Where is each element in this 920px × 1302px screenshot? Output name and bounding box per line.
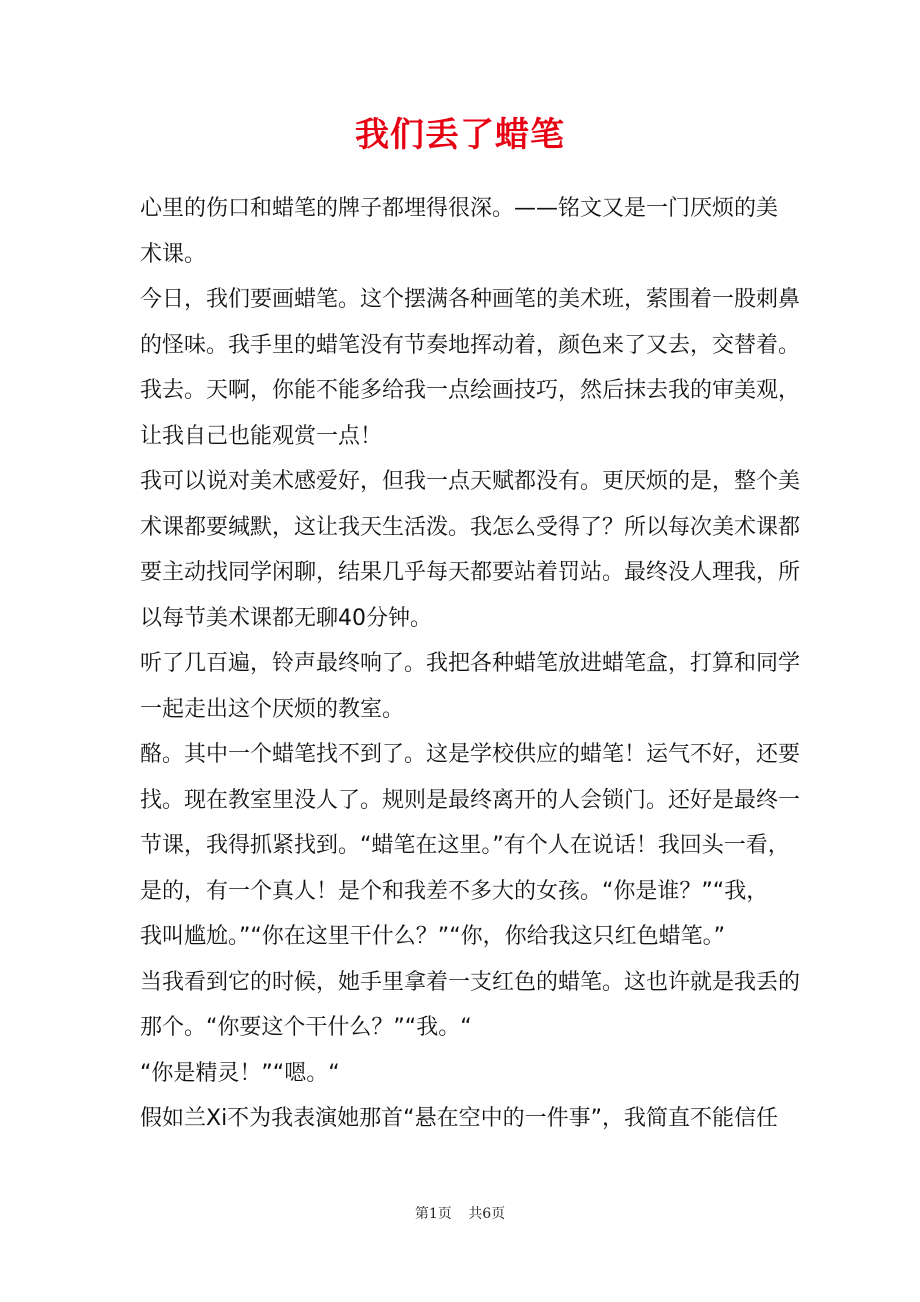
body-line: 一起走出这个厌烦的教室。: [140, 696, 405, 722]
body-line: “你是精灵！”“嗯。“: [140, 1060, 340, 1086]
body-line: 酪。其中一个蜡笔找不到了。这是学校供应的蜡笔！运气不好，还要: [140, 742, 801, 767]
body-line: 术课。: [140, 241, 207, 267]
body-line: 我去。天啊，你能不能多给我一点绘画技巧，然后抹去我的审美观，: [140, 378, 801, 403]
body-line: 假如兰Xi不为我表演她那首“悬在空中的一件事”，我简直不能信任: [140, 1106, 778, 1131]
body-line: 当我看到它的时候，她手里拿着一支红色的蜡笔。这也许就是我丢的: [140, 969, 801, 995]
body-line: 我叫尴尬。”“你在这里干什么？”“你，你给我这只红色蜡笔。”: [140, 924, 725, 949]
body-line: 我可以说对美术感爱好，但我一点天赋都没有。更厌烦的是，整个美: [140, 469, 801, 494]
page-footer: [0, 1204, 920, 1224]
document-title: 我们丢了蜡笔: [355, 115, 565, 155]
body-line: 听了几百遍，铃声最终响了。我把各种蜡笔放进蜡笔盒，打算和同学: [140, 651, 801, 676]
body-line: 心里的伤口和蜡笔的牌子都埋得很深。——铭文又是一门厌烦的美: [140, 196, 779, 221]
body-line: 找。现在教室里没人了。规则是最终离开的人会锁门。还好是最终一: [140, 787, 801, 813]
body-line: 术课都要缄默，这让我天生活泼。我怎么受得了？所以每次美术课都: [140, 514, 801, 540]
document-body: [140, 186, 801, 1142]
body-line: 要主动找同学闲聊，结果几乎每天都要站着罚站。最终没人理我，所: [140, 560, 801, 585]
body-line: 以每节美术课都无聊40分钟。: [140, 605, 432, 631]
page-total: 共6页: [468, 1206, 506, 1222]
body-line: 那个。“你要这个干什么？”“我。“: [140, 1015, 472, 1040]
page-number: 第1页: [414, 1206, 452, 1222]
body-line: 是的，有一个真人！是个和我差不多大的女孩。“你是谁？”“我，: [140, 878, 769, 904]
body-line: 让我自己也能观赏一点！: [140, 423, 383, 449]
body-line: 的怪味。我手里的蜡笔没有节奏地挥动着，颜色来了又去，交替着。: [140, 332, 801, 358]
body-line: 节课，我得抓紧找到。“蜡笔在这里。”有个人在说话！我回头一看，: [140, 833, 790, 858]
body-line: 今日，我们要画蜡笔。这个摆满各种画笔的美术班，萦围着一股刺鼻: [140, 287, 801, 312]
